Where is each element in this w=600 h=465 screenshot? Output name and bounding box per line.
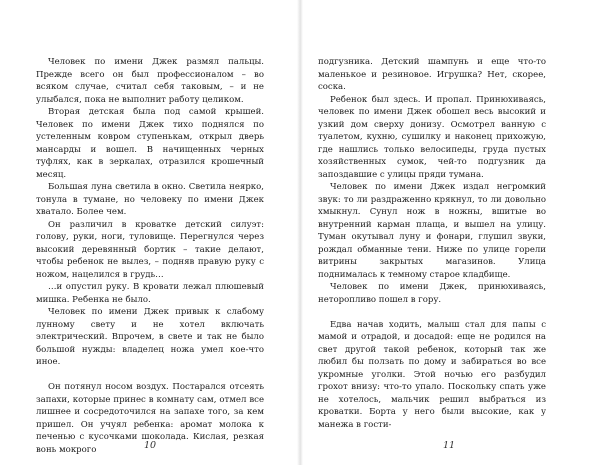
paragraph: Он различил в кроватке детский силуэт: голову, руки, ноги, туловище. Перегнулся через высокий деревянный бортик – такие делают, чтобы ребенок не вылез, – подняв правую руку с ножом, нацелился в грудь…: [36, 219, 264, 280]
paragraph: Он потянул носом воздух. Постарался отсеять запахи, которые принес в комнату сам, отмел все лишнее и сосредоточился на запахе того, за кем пришел. Он учуял ребенка: аромат молока к печенью с кусочками шоколада. Кислая, резкая вонь мокрого: [36, 382, 264, 455]
paragraph: подгузника. Детский шампунь и еще что-то маленькое и резиновое. Игрушка? Нет, скорее, соска.: [318, 57, 546, 92]
paragraph: Едва начав ходить, малыш стал для папы с мамой и отрадой, и досадой: еще не родился на свет другой такой ребенок, который так же любил бы ползать по дому и забираться во все укромные уголки. Этой ночью его разбудил грохот внизу: что-то упало. Поскольку спать уже не хотелось, мальчик решил выбраться из кроватки. Борта у него были высокие, как у манежа в гости-: [318, 319, 546, 430]
paragraph: Человек по имени Джек, принюхиваясь, неторопливо пошел в гору.: [318, 282, 546, 305]
page-gutter: [297, 0, 303, 465]
left-page-text: [36, 56, 264, 456]
paragraph: Человек по имени Джек привык к слабому лунному свету и не хотел включать электрический. Впрочем, в свете и так не было большой нужды: владелец ножа умел кое-что иное.: [36, 307, 264, 367]
paragraph: Человек по имени Джек размял пальцы. Прежде всего он был профессионалом – во всяком случае, считал себя таковым, – и не улыбался, пока не выполнит работу целиком.: [36, 57, 264, 105]
paragraph: Большая луна светила в окно. Светила неярко, тонула в тумане, но человеку по имени Джек хватало. Более чем.: [36, 182, 264, 217]
paragraph: Вторая детская была под самой крышей. Человек по имени Джек тихо поднялся по устеленным ковром ступенькам, открыл дверь мансарды и вошел. В начищенных черных туфлях, как в зеркалах, отразился крошечный месяц.: [36, 107, 264, 180]
right-page-text: [318, 56, 546, 431]
paragraph: Человек по имени Джек издал негромкий звук: то ли раздраженно крякнул, то ли довольно хмыкнул. Сунул нож в ножны, вшитые во внутренний карман плаща, и вышел на улицу. Туман окутывал луну и фонари, глушил звуки, рождал обманные тени. Ниже по улице горели витрины закрытых магазинов. Улица поднималась к темному старое кладбище.: [318, 182, 546, 280]
paragraph: …и опустил руку. В кровати лежал плюшевый мишка. Ребенка не было.: [36, 282, 264, 305]
page-number-right: 11: [442, 440, 456, 451]
page-number-left: 10: [143, 440, 157, 451]
paragraph: Ребенок был здесь. И пропал. Принюхиваясь, человек по имени Джек обошел весь высокий и узкий дом сверху донизу. Осмотрел ванную с туалетом, кухню, сушилку и наконец прихожую, где нашлись только велосипеды, груда пустых хозяйственных сумок, чей-то подгузник да запоздавшие с улицы пряди тумана.: [318, 94, 546, 180]
